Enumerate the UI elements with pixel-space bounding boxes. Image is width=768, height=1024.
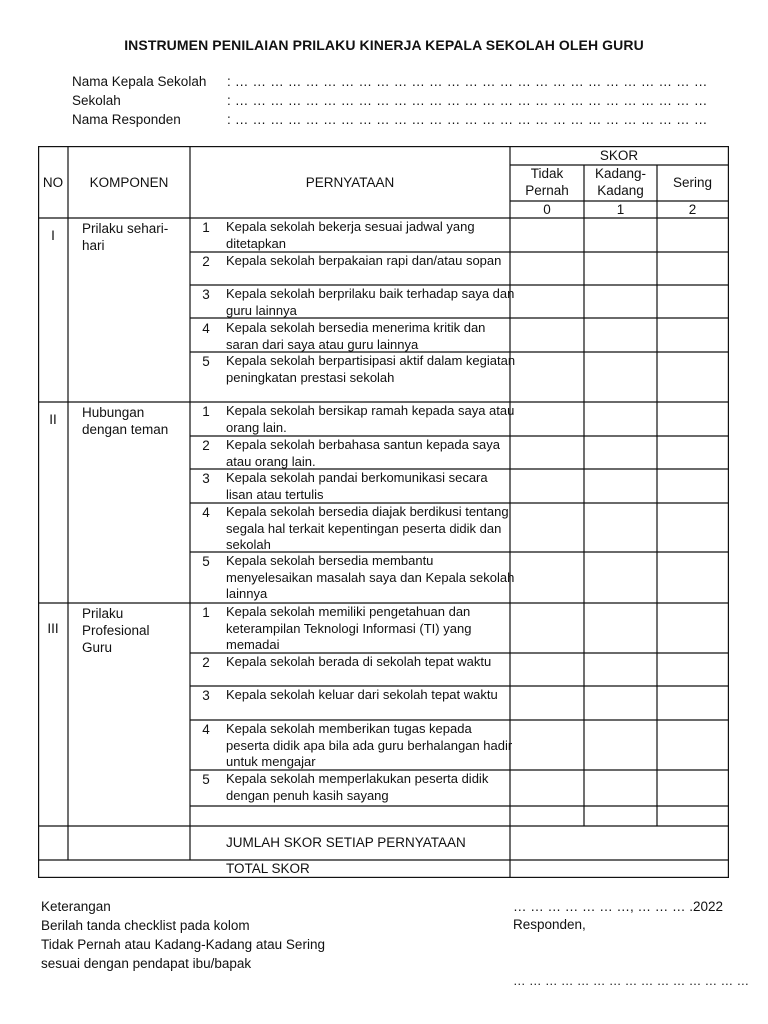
- section-komponen: Hubungan dengan teman: [82, 405, 169, 437]
- statement-number: 5: [202, 354, 210, 369]
- score-value: 2: [688, 202, 697, 217]
- header-no: NO: [42, 175, 64, 190]
- score-value: 0: [543, 202, 551, 217]
- statement-number: 2: [202, 438, 210, 453]
- notes-line: Tidak Pernah atau Kadang-Kadang atau Sering: [41, 937, 325, 952]
- statement-text: Kepala sekolah keluar dari sekolah tepat waktu: [226, 687, 498, 702]
- header-komponen: KOMPONEN: [89, 175, 169, 190]
- statement-text: Kepala sekolah berbahasa santun kepada saya atau orang lain.: [226, 437, 500, 469]
- header-skor: SKOR: [599, 148, 639, 163]
- statement-number: 1: [202, 404, 210, 419]
- statement-number: 2: [202, 254, 210, 269]
- header-option-sering: Sering: [672, 175, 713, 190]
- statement-text: Kepala sekolah bersedia membantu menyelesaikan masalah saya dan Kepala sekolah lainnya: [226, 553, 515, 601]
- identity-value: : … … … … … … … … … … … … … … … … … … … … … … … … … … …: [227, 93, 708, 108]
- assessment-table: [38, 146, 729, 878]
- header-option-tidak-pernah: Tidak Pernah: [525, 166, 569, 198]
- signature-line: … … … … … … … … … … … … … … …: [513, 974, 750, 988]
- total-skor-label: TOTAL SKOR: [226, 861, 310, 876]
- statement-number: 4: [202, 722, 210, 737]
- statement-number: 3: [202, 287, 210, 302]
- statement-number: 5: [202, 772, 210, 787]
- notes-line: Berilah tanda checklist pada kolom: [41, 918, 250, 933]
- statement-text: Kepala sekolah berprilaku baik terhadap saya dan guru lainnya: [226, 286, 515, 318]
- notes-block: [41, 897, 401, 973]
- statement-number: 1: [202, 220, 210, 235]
- header-pernyataan: PERNYATAAN: [305, 175, 395, 190]
- identity-label: Nama Kepala Sekolah: [72, 74, 207, 89]
- statement-text: Kepala sekolah bersedia diajak berdikusi tentang segala hal terkait kepentingan peserta didik dan sekolah: [226, 504, 509, 552]
- jumlah-skor-label: JUMLAH SKOR SETIAP PERNYATAAN: [226, 835, 466, 850]
- statement-text: Kepala sekolah bersikap ramah kepada saya atau orang lain.: [226, 403, 515, 435]
- identity-label: Sekolah: [72, 93, 121, 108]
- statement-number: 4: [202, 321, 210, 336]
- identity-value: : … … … … … … … … … … … … … … … … … … … … … … … … … … …: [227, 112, 708, 127]
- statement-text: Kepala sekolah berada di sekolah tepat waktu: [226, 654, 492, 669]
- statement-text: Kepala sekolah memberikan tugas kepada peserta didik apa bila ada guru berhalangan hadir untuk mengajar: [226, 721, 513, 769]
- section-number: I: [51, 228, 55, 243]
- notes-heading: Keterangan: [41, 899, 111, 914]
- signature-label: Responden,: [513, 917, 586, 932]
- statement-text: Kepala sekolah memiliki pengetahuan dan keterampilan Teknologi Informasi (TI) yang memadai: [226, 604, 472, 652]
- signature-date: … … … … … … …, … … … .2022: [513, 899, 724, 914]
- section-komponen: Prilaku sehari- hari: [82, 221, 169, 253]
- statement-text: Kepala sekolah memperlakukan peserta didik dengan penuh kasih sayang: [226, 771, 489, 803]
- identity-label: Nama Responden: [72, 112, 181, 127]
- statement-text: Kepala sekolah berpartisipasi aktif dalam kegiatan peningkatan prestasi sekolah: [226, 353, 516, 385]
- statement-text: Kepala sekolah berpakaian rapi dan/atau sopan: [226, 253, 502, 268]
- statement-text: Kepala sekolah bersedia menerima kritik dan saran dari saya atau guru lainnya: [226, 320, 486, 352]
- statement-number: 3: [202, 471, 210, 486]
- statement-number: 4: [202, 505, 210, 520]
- identity-value: : … … … … … … … … … … … … … … … … … … … … … … … … … … …: [227, 74, 708, 89]
- statement-number: 3: [202, 688, 210, 703]
- section-komponen: Prilaku Profesional Guru: [82, 606, 150, 655]
- section-number: III: [47, 621, 59, 636]
- section-number: II: [49, 412, 57, 427]
- form-title: INSTRUMEN PENILAIAN PRILAKU KINERJA KEPALA SEKOLAH OLEH GURU: [124, 37, 644, 53]
- statement-text: Kepala sekolah pandai berkomunikasi secara lisan atau tertulis: [226, 470, 488, 502]
- score-value: 1: [616, 202, 625, 217]
- notes-line: sesuai dengan pendapat ibu/bapak: [41, 956, 252, 971]
- statement-text: Kepala sekolah bekerja sesuai jadwal yang ditetapkan: [226, 219, 475, 251]
- header-option-kadang-kadang: Kadang- Kadang: [594, 166, 647, 198]
- statement-number: 2: [202, 655, 210, 670]
- statement-number: 5: [202, 554, 210, 569]
- statement-number: 1: [202, 605, 210, 620]
